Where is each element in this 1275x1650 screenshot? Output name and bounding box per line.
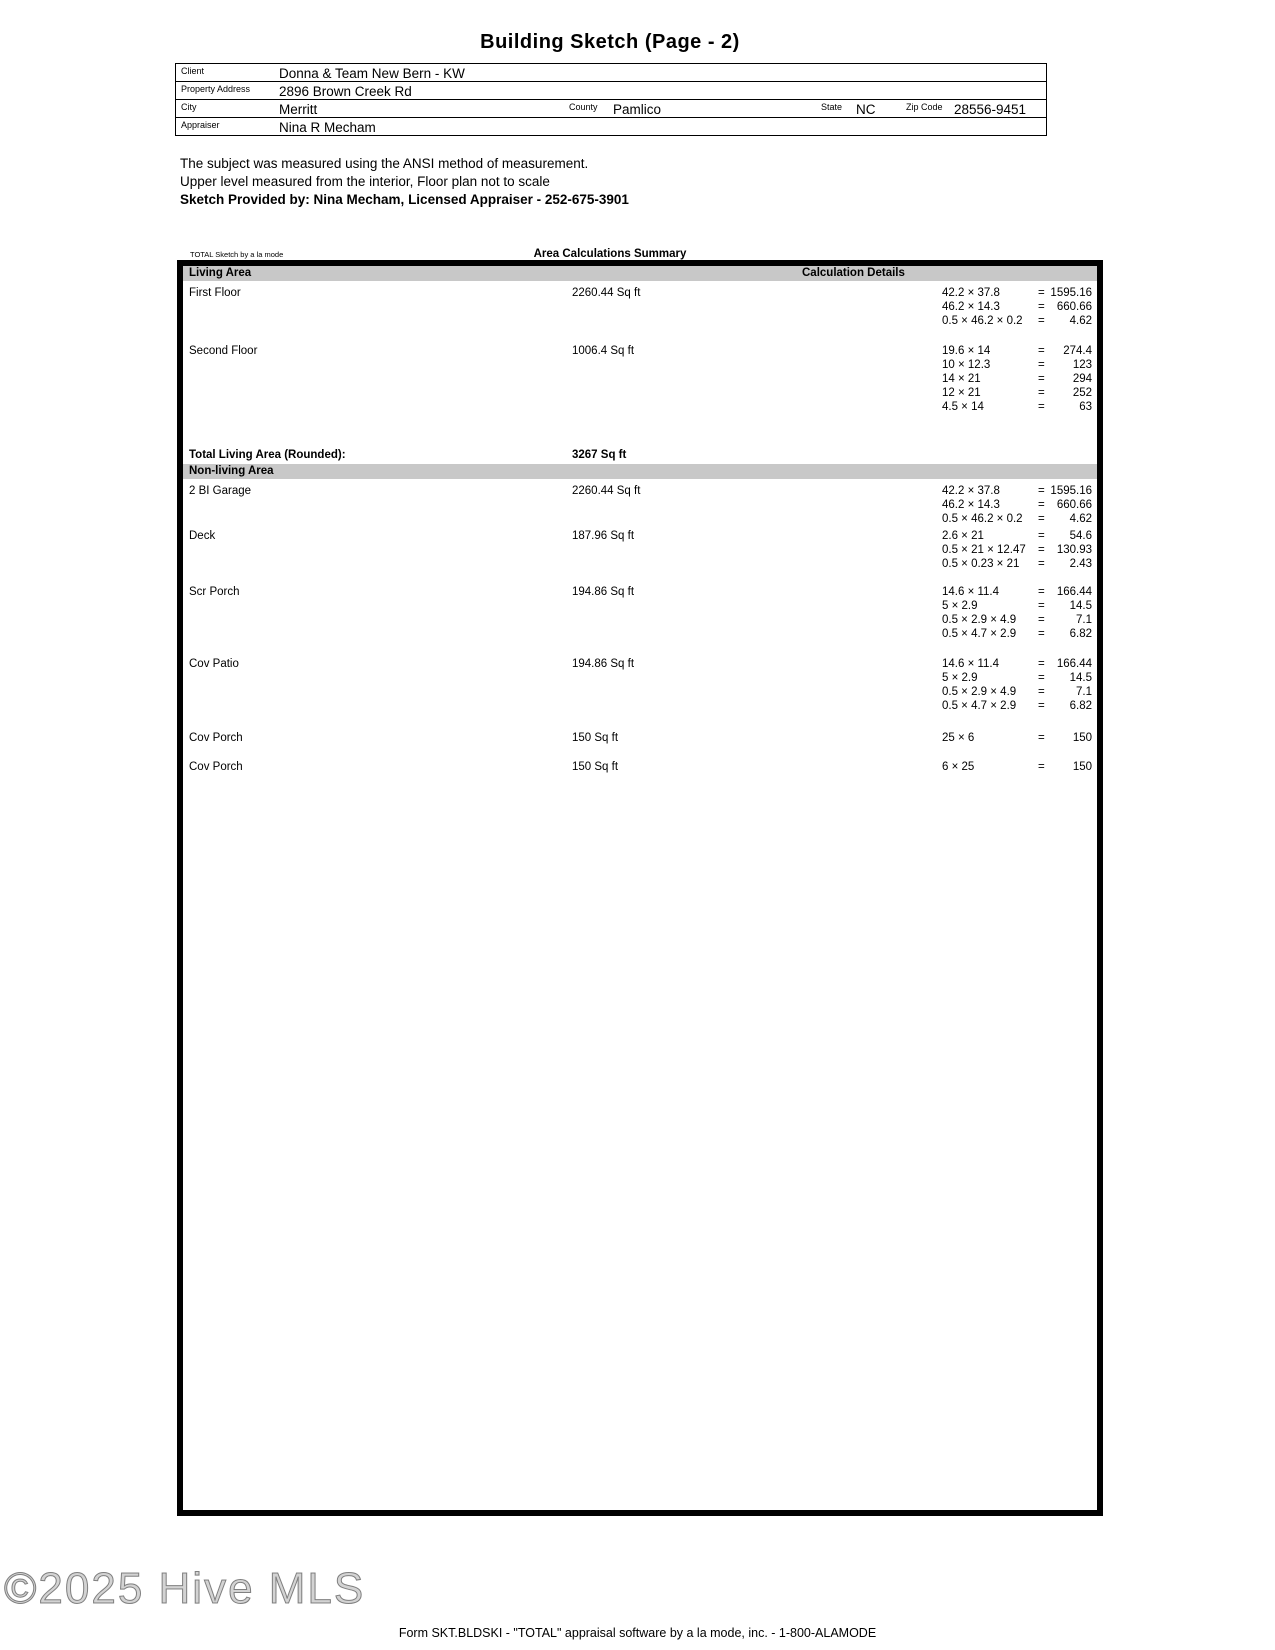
calc-formula: 42.2 × 37.8	[942, 287, 1000, 299]
calc-line	[942, 599, 1092, 613]
total-living-area-label: Total Living Area (Rounded):	[189, 449, 346, 461]
field-label: Client	[181, 66, 205, 76]
area-row	[183, 286, 1097, 328]
equals-sign: =	[1038, 373, 1045, 385]
calc-line	[942, 386, 1092, 400]
calc-result: 6.82	[1069, 628, 1092, 640]
note-line-2: Upper level measured from the interior, Floor plan not to scale	[180, 174, 550, 189]
equals-sign: =	[1038, 686, 1045, 698]
header-row	[176, 118, 1046, 136]
calc-result: 274.4	[1063, 345, 1092, 357]
calc-result: 14.5	[1069, 672, 1092, 684]
field-label: Property Address	[181, 84, 251, 94]
calc-formula: 14.6 × 11.4	[942, 586, 1000, 598]
equals-sign: =	[1038, 315, 1045, 327]
section-header-label: Non-living Area	[189, 465, 274, 477]
area-size: 150 Sq ft	[572, 761, 619, 773]
calc-line	[942, 484, 1092, 498]
equals-sign: =	[1038, 401, 1045, 413]
equals-sign: =	[1038, 287, 1045, 299]
area-row	[183, 484, 1097, 526]
area-calculations-table	[177, 260, 1103, 1516]
calc-line	[942, 529, 1092, 543]
field-value: Nina R Mecham	[279, 120, 376, 135]
area-size: 150 Sq ft	[572, 732, 619, 744]
section-header-label: Living Area	[189, 267, 252, 279]
area-calculations-heading: Area Calculations Summary	[533, 248, 687, 260]
field-label: Zip Code	[906, 102, 943, 112]
calc-formula: 5 × 2.9	[942, 672, 978, 684]
calc-formula: 25 × 6	[942, 732, 975, 744]
page-title: Building Sketch (Page - 2)	[480, 31, 740, 53]
equals-sign: =	[1038, 586, 1045, 598]
calc-formula: 0.5 × 0.23 × 21	[942, 558, 1020, 570]
area-size: 2260.44 Sq ft	[572, 485, 641, 497]
field-value: 28556-9451	[954, 102, 1027, 117]
area-size: 194.86 Sq ft	[572, 658, 635, 670]
calc-line	[942, 657, 1092, 671]
equals-sign: =	[1038, 672, 1045, 684]
equals-sign: =	[1038, 544, 1045, 556]
calc-column	[942, 585, 1092, 641]
calc-formula: 6 × 25	[942, 761, 975, 773]
calc-line	[942, 760, 1092, 774]
calc-result: 4.62	[1069, 513, 1092, 525]
area-name: Second Floor	[189, 345, 258, 357]
calc-result: 123	[1072, 359, 1092, 371]
equals-sign: =	[1038, 700, 1045, 712]
calc-result: 660.66	[1056, 301, 1092, 313]
header-info-table	[175, 63, 1047, 136]
calc-line	[942, 613, 1092, 627]
calc-formula: 0.5 × 2.9 × 4.9	[942, 614, 1017, 626]
calc-result: 1595.16	[1050, 287, 1092, 299]
form-footer: Form SKT.BLDSKI - "TOTAL" appraisal software by a la mode, inc. - 1-800-ALAMODE	[398, 1626, 877, 1640]
hive-mls-watermark: ©2025 Hive MLS	[4, 1564, 366, 1613]
calc-result: 6.82	[1069, 700, 1092, 712]
calc-result: 4.62	[1069, 315, 1092, 327]
calc-result: 150	[1072, 761, 1092, 773]
calc-line	[942, 671, 1092, 685]
area-name: 2 BI Garage	[189, 485, 252, 497]
area-row	[183, 585, 1097, 641]
calc-line	[942, 498, 1092, 512]
area-size: 194.86 Sq ft	[572, 586, 635, 598]
field-value: Pamlico	[613, 102, 662, 117]
area-size: 187.96 Sq ft	[572, 530, 635, 542]
calc-formula: 5 × 2.9	[942, 600, 978, 612]
calc-result: 2.43	[1069, 558, 1092, 570]
equals-sign: =	[1038, 628, 1045, 640]
calc-result: 63	[1079, 401, 1092, 413]
calc-result: 1595.16	[1050, 485, 1092, 497]
calc-formula: 0.5 × 4.7 × 2.9	[942, 700, 1017, 712]
calc-formula: 14.6 × 11.4	[942, 658, 1000, 670]
field-label: County	[569, 102, 598, 112]
calc-formula: 19.6 × 14	[942, 345, 991, 357]
calc-line	[942, 512, 1092, 526]
total-living-area-value: 3267 Sq ft	[572, 449, 627, 461]
calc-line	[942, 699, 1092, 713]
calc-line	[942, 314, 1092, 328]
area-name: Cov Patio	[189, 658, 239, 670]
calc-line	[942, 557, 1092, 571]
area-row	[183, 760, 1097, 774]
calc-formula: 0.5 × 46.2 × 0.2	[942, 315, 1023, 327]
equals-sign: =	[1038, 301, 1045, 313]
area-row	[183, 657, 1097, 713]
equals-sign: =	[1038, 499, 1045, 511]
area-row	[183, 529, 1097, 571]
equals-sign: =	[1038, 732, 1045, 744]
area-row	[183, 731, 1097, 745]
calc-formula: 2.6 × 21	[942, 530, 984, 542]
calc-result: 14.5	[1069, 600, 1092, 612]
area-name: Cov Porch	[189, 761, 243, 773]
field-value: Merritt	[279, 102, 318, 117]
equals-sign: =	[1038, 485, 1045, 497]
calc-column	[942, 344, 1092, 414]
header-row	[176, 64, 1046, 82]
calc-result: 660.66	[1056, 499, 1092, 511]
equals-sign: =	[1038, 658, 1045, 670]
calc-line	[942, 344, 1092, 358]
total-sketch-brand: TOTAL Sketch by a la mode	[190, 250, 284, 259]
calc-formula: 12 × 21	[942, 387, 981, 399]
equals-sign: =	[1038, 761, 1045, 773]
calc-result: 294	[1072, 373, 1092, 385]
area-name: Cov Porch	[189, 732, 243, 744]
area-size: 1006.4 Sq ft	[572, 345, 635, 357]
area-name: First Floor	[189, 287, 241, 299]
equals-sign: =	[1038, 345, 1045, 357]
total-living-area-row	[183, 449, 1097, 464]
equals-sign: =	[1038, 614, 1045, 626]
calc-line	[942, 372, 1092, 386]
field-value: NC	[856, 102, 876, 117]
area-size: 2260.44 Sq ft	[572, 287, 641, 299]
calc-line	[942, 627, 1092, 641]
equals-sign: =	[1038, 558, 1045, 570]
calc-formula: 4.5 × 14	[942, 401, 984, 413]
calc-column	[942, 484, 1092, 526]
equals-sign: =	[1038, 600, 1045, 612]
equals-sign: =	[1038, 513, 1045, 525]
field-label: Appraiser	[181, 120, 220, 130]
header-row	[176, 100, 1046, 118]
equals-sign: =	[1038, 530, 1045, 542]
calc-result: 7.1	[1076, 614, 1092, 626]
note-line-1: The subject was measured using the ANSI method of measurement.	[180, 156, 589, 171]
calc-formula: 46.2 × 14.3	[942, 499, 1000, 511]
calc-formula: 0.5 × 21 × 12.47	[942, 544, 1026, 556]
field-value: 2896 Brown Creek Rd	[279, 84, 412, 99]
calc-result: 7.1	[1076, 686, 1092, 698]
note-line-3: Sketch Provided by: Nina Mecham, Licensed Appraiser - 252-675-3901	[180, 192, 629, 207]
calc-formula: 10 × 12.3	[942, 359, 991, 371]
calc-line	[942, 400, 1092, 414]
calc-line	[942, 543, 1092, 557]
field-value: Donna & Team New Bern - KW	[279, 66, 465, 81]
area-name: Deck	[189, 530, 216, 542]
calculation-details-label: Calculation Details	[802, 267, 905, 279]
calc-line	[942, 585, 1092, 599]
calc-column	[942, 760, 1092, 774]
calc-result: 150	[1072, 732, 1092, 744]
calc-line	[942, 286, 1092, 300]
calc-formula: 14 × 21	[942, 373, 981, 385]
calc-line	[942, 300, 1092, 314]
area-name: Scr Porch	[189, 586, 240, 598]
calc-column	[942, 731, 1092, 745]
section-header-band	[183, 464, 1097, 479]
measurement-notes	[180, 155, 629, 209]
calc-column	[942, 286, 1092, 328]
calc-result: 166.44	[1056, 586, 1092, 598]
calc-result: 130.93	[1056, 544, 1092, 556]
calc-column	[942, 657, 1092, 713]
calc-line	[942, 685, 1092, 699]
equals-sign: =	[1038, 387, 1045, 399]
section-header-band	[183, 266, 1097, 281]
calc-formula: 42.2 × 37.8	[942, 485, 1000, 497]
calc-result: 166.44	[1056, 658, 1092, 670]
calc-line	[942, 358, 1092, 372]
field-label: City	[181, 102, 197, 112]
calc-formula: 0.5 × 2.9 × 4.9	[942, 686, 1017, 698]
calc-column	[942, 529, 1092, 571]
calc-formula: 46.2 × 14.3	[942, 301, 1000, 313]
calc-result: 252	[1072, 387, 1092, 399]
area-row	[183, 344, 1097, 414]
header-row	[176, 82, 1046, 100]
calc-formula: 0.5 × 4.7 × 2.9	[942, 628, 1017, 640]
calc-line	[942, 731, 1092, 745]
calc-formula: 0.5 × 46.2 × 0.2	[942, 513, 1023, 525]
equals-sign: =	[1038, 359, 1045, 371]
field-label: State	[821, 102, 843, 112]
calc-result: 54.6	[1069, 530, 1092, 542]
